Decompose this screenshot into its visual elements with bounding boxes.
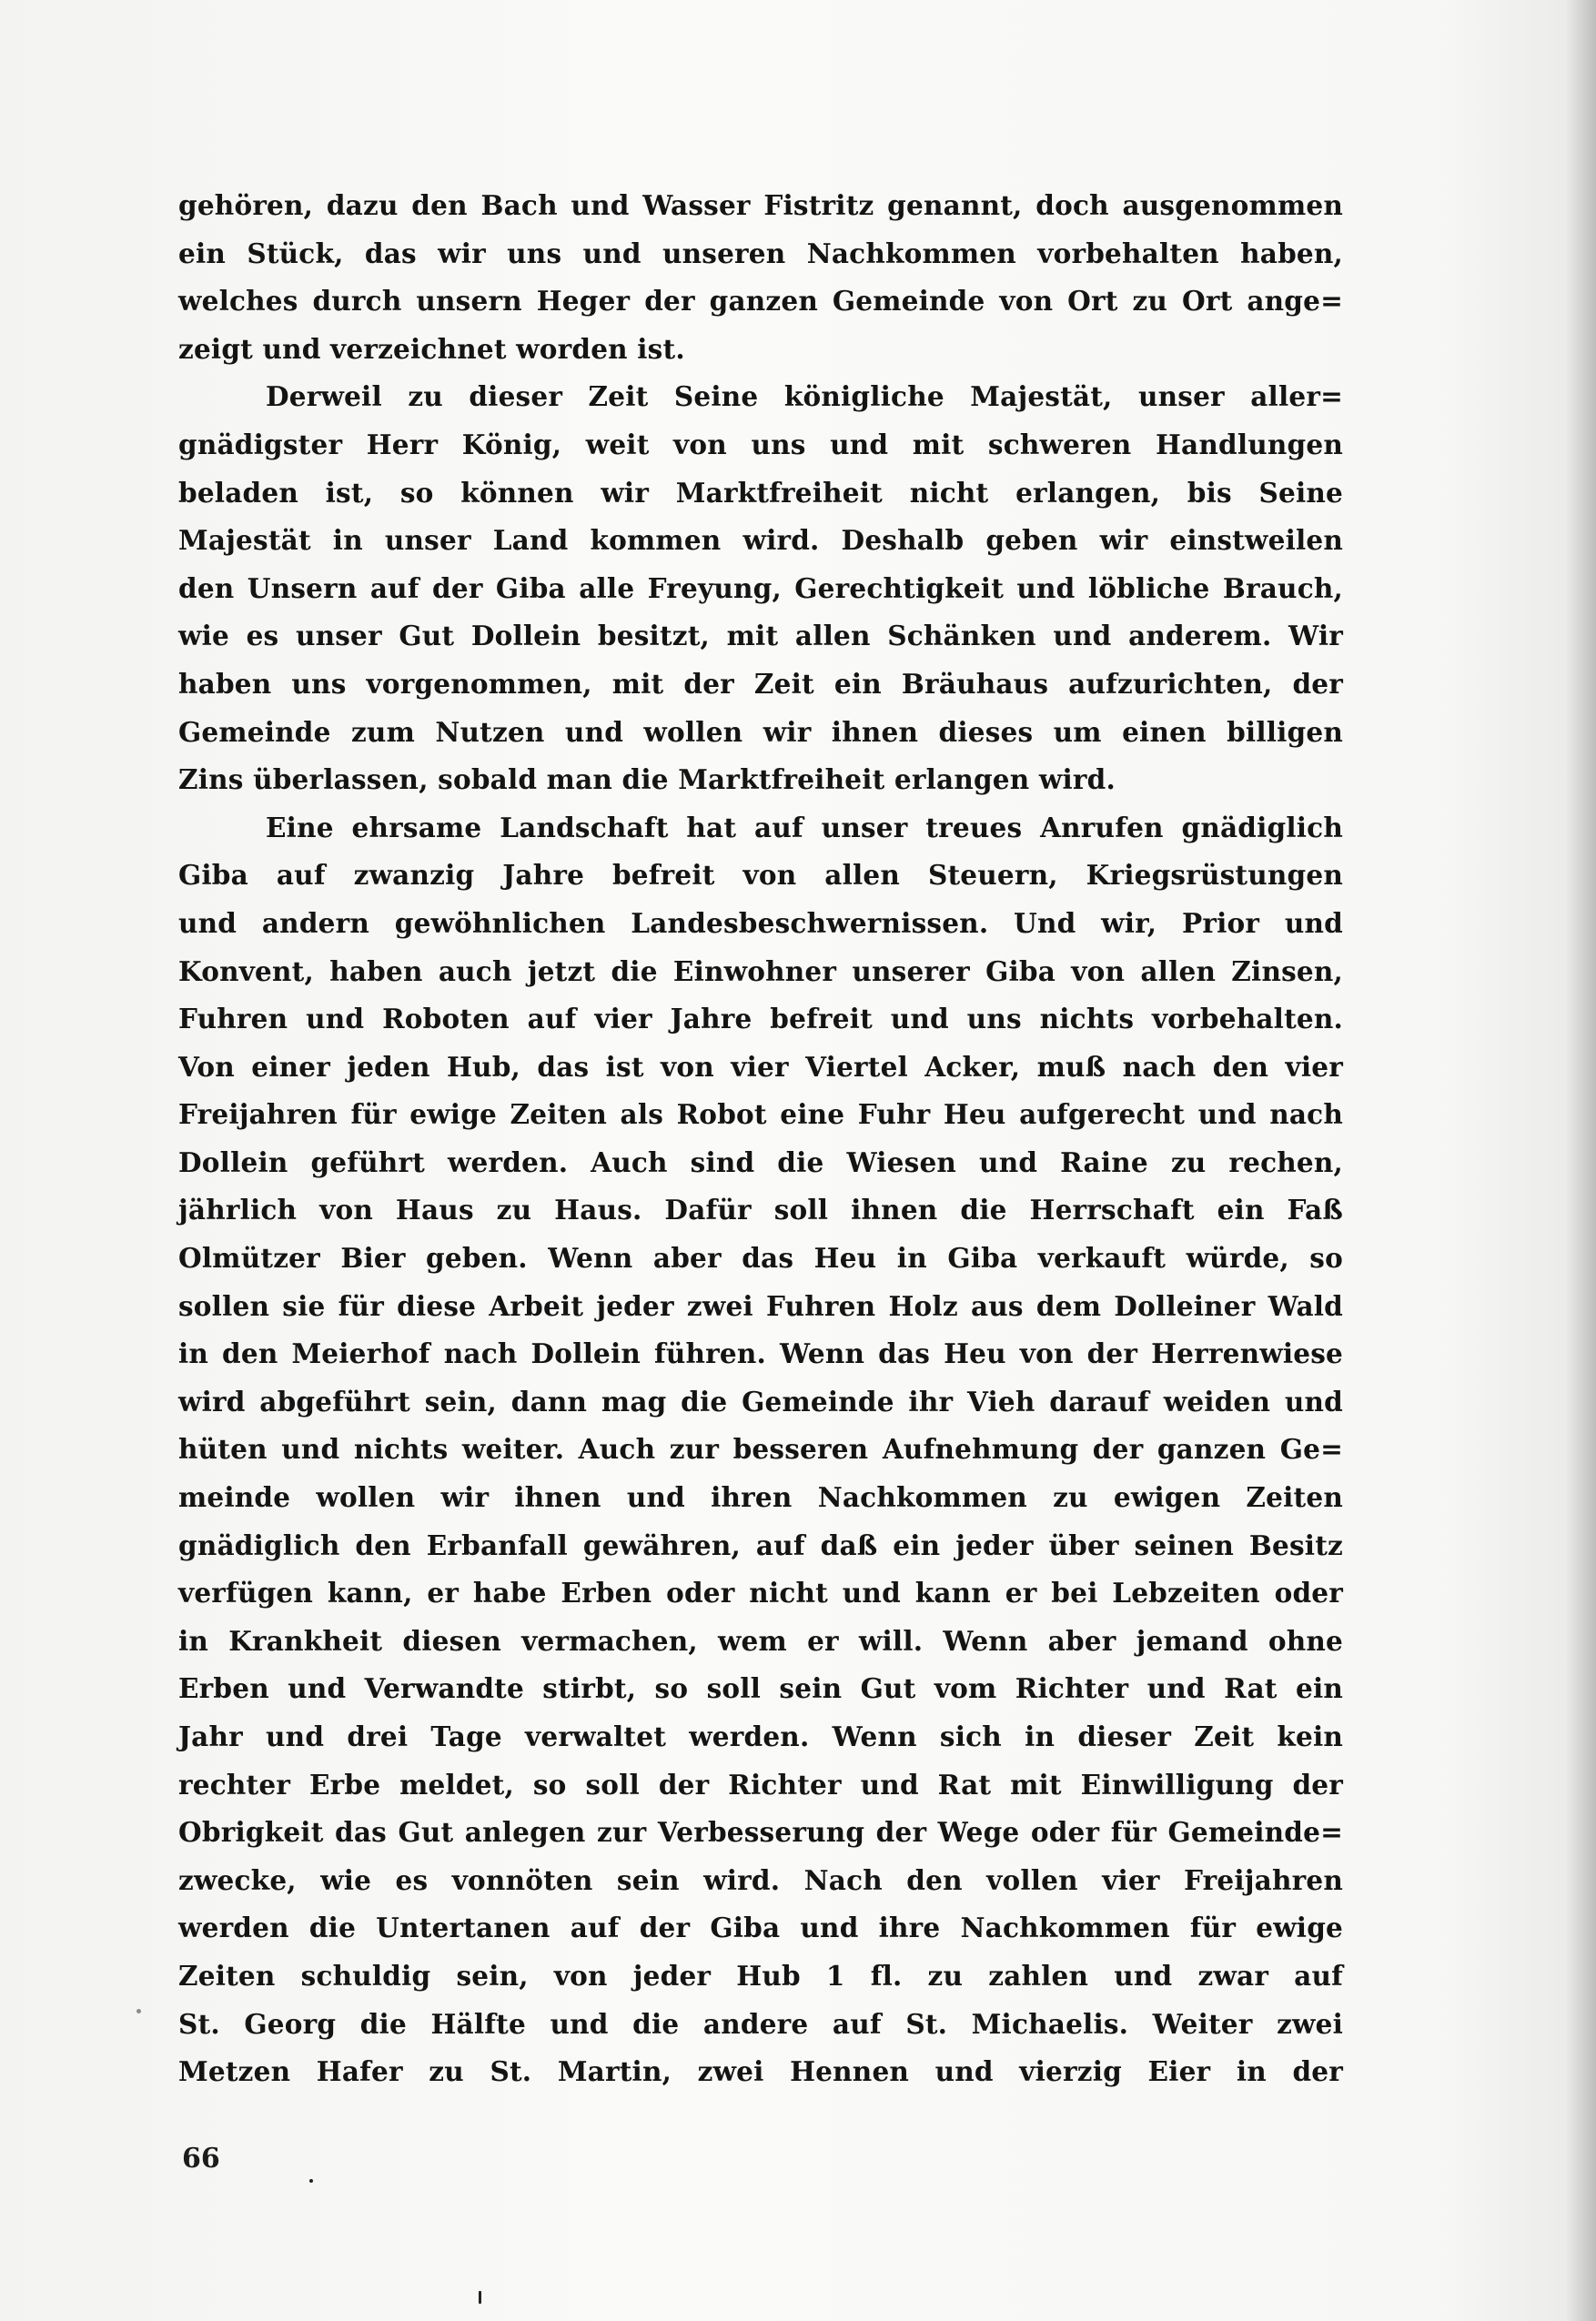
text-line: Gemeinde zum Nutzen und wollen wir ihnen dieses um einen billigen xyxy=(178,715,1343,748)
text-line: den Unsern auf der Giba alle Freyung, Gerechtigkeit und löbliche Brauch, xyxy=(178,571,1343,604)
text-line: Zins überlassen, sobald man die Marktfreiheit erlangen wird. xyxy=(178,763,1116,796)
print-speck xyxy=(136,2009,141,2013)
text-line: und andern gewöhnlichen Landesbeschwernissen. Und wir, Prior und xyxy=(178,906,1343,939)
text-line: verfügen kann, er habe Erben oder nicht und kann er bei Lebzeiten oder xyxy=(178,1577,1343,1610)
text-line: welches durch unsern Heger der ganzen Gemeinde von Ort zu Ort ange= xyxy=(178,285,1343,318)
text-line: wie es unser Gut Dollein besitzt, mit allen Schänken und anderem. Wir xyxy=(178,620,1343,652)
text-line: in den Meierhof nach Dollein führen. Wenn das Heu von der Herrenwiese xyxy=(178,1337,1343,1370)
text-line: Derweil zu dieser Zeit Seine königliche Majestät, unser aller= xyxy=(266,380,1343,413)
text-line: wird abgeführt sein, dann mag die Gemeinde ihr Vieh darauf weiden und xyxy=(178,1385,1343,1418)
text-line: Giba auf zwanzig Jahre befreit von allen Steuern, Kriegsrüstungen xyxy=(178,859,1343,892)
text-line: Konvent, haben auch jetzt die Einwohner unserer Giba von allen Zinsen, xyxy=(178,954,1343,987)
text-line: jährlich von Haus zu Haus. Dafür soll ihnen die Herrschaft ein Faß xyxy=(178,1194,1343,1226)
text-line: Obrigkeit das Gut anlegen zur Verbesserung der Wege oder für Gemeinde= xyxy=(178,1816,1343,1849)
text-line: hüten und nichts weiter. Auch zur besseren Aufnehmung der ganzen Ge= xyxy=(178,1433,1343,1466)
text-line: werden die Untertanen auf der Giba und ihre Nachkommen für ewige xyxy=(178,1912,1343,1944)
text-line: Olmützer Bier geben. Wenn aber das Heu in Giba verkauft würde, so xyxy=(178,1242,1343,1275)
body-text xyxy=(178,182,1343,2096)
text-line: Majestät in unser Land kommen wird. Deshalb geben wir einstweilen xyxy=(178,524,1343,557)
text-line: ein Stück, das wir uns und unseren Nachkommen vorbehalten haben, xyxy=(178,237,1343,269)
text-line: Erben und Verwandte stirbt, so soll sein Gut vom Richter und Rat ein xyxy=(178,1672,1343,1705)
text-line: gnädiglich den Erbanfall gewähren, auf daß ein jeder über seinen Besitz xyxy=(178,1529,1343,1561)
text-line: Freijahren für ewige Zeiten als Robot eine Fuhr Heu aufgerecht und nach xyxy=(178,1098,1343,1131)
text-line: zwecke, wie es vonnöten sein wird. Nach den vollen vier Freijahren xyxy=(178,1863,1343,1896)
page-edge-shadow xyxy=(1565,0,1596,2321)
text-line: Eine ehrsame Landschaft hat auf unser treues Anrufen gnädiglich xyxy=(266,811,1343,843)
text-line: Jahr und drei Tage verwaltet werden. Wenn sich in dieser Zeit kein xyxy=(178,1721,1343,1752)
text-line: beladen ist, so können wir Marktfreiheit nicht erlangen, bis Seine xyxy=(178,476,1343,509)
print-speck xyxy=(479,2291,481,2304)
text-line: rechter Erbe meldet, so soll der Richter und Rat mit Einwilligung der xyxy=(178,1768,1343,1801)
text-line: Fuhren und Roboten auf vier Jahre befreit und uns nichts vorbehalten. xyxy=(178,1003,1343,1035)
page-number: 66 xyxy=(182,2143,220,2175)
text-line: zeigt und verzeichnet worden ist. xyxy=(178,332,685,365)
text-line: in Krankheit diesen vermachen, wem er will. Wenn aber jemand ohne xyxy=(178,1624,1343,1657)
text-line: gehören, dazu den Bach und Wasser Fistritz genannt, doch ausgenommen xyxy=(178,189,1343,221)
text-line: Von einer jeden Hub, das ist von vier Viertel Acker, muß nach den vier xyxy=(178,1050,1343,1083)
text-line: St. Georg die Hälfte und die andere auf St. Michaelis. Weiter zwei xyxy=(178,2007,1343,2040)
text-line: sollen sie für diese Arbeit jeder zwei Fuhren Holz aus dem Dolleiner Wald xyxy=(178,1289,1343,1322)
text-line: haben uns vorgenommen, mit der Zeit ein Bräuhaus aufzurichten, der xyxy=(178,667,1343,700)
text-line: gnädigster Herr König, weit von uns und mit schweren Handlungen xyxy=(178,428,1343,460)
print-speck xyxy=(309,2179,313,2183)
text-line: Zeiten schuldig sein, von jeder Hub 1 fl. zu zahlen und zwar auf xyxy=(178,1959,1343,1992)
text-line: Metzen Hafer zu St. Martin, zwei Hennen und vierzig Eier in der xyxy=(178,2055,1343,2088)
text-line: Dollein geführt werden. Auch sind die Wiesen und Raine zu rechen, xyxy=(178,1145,1343,1178)
text-line: meinde wollen wir ihnen und ihren Nachkommen zu ewigen Zeiten xyxy=(178,1481,1343,1514)
